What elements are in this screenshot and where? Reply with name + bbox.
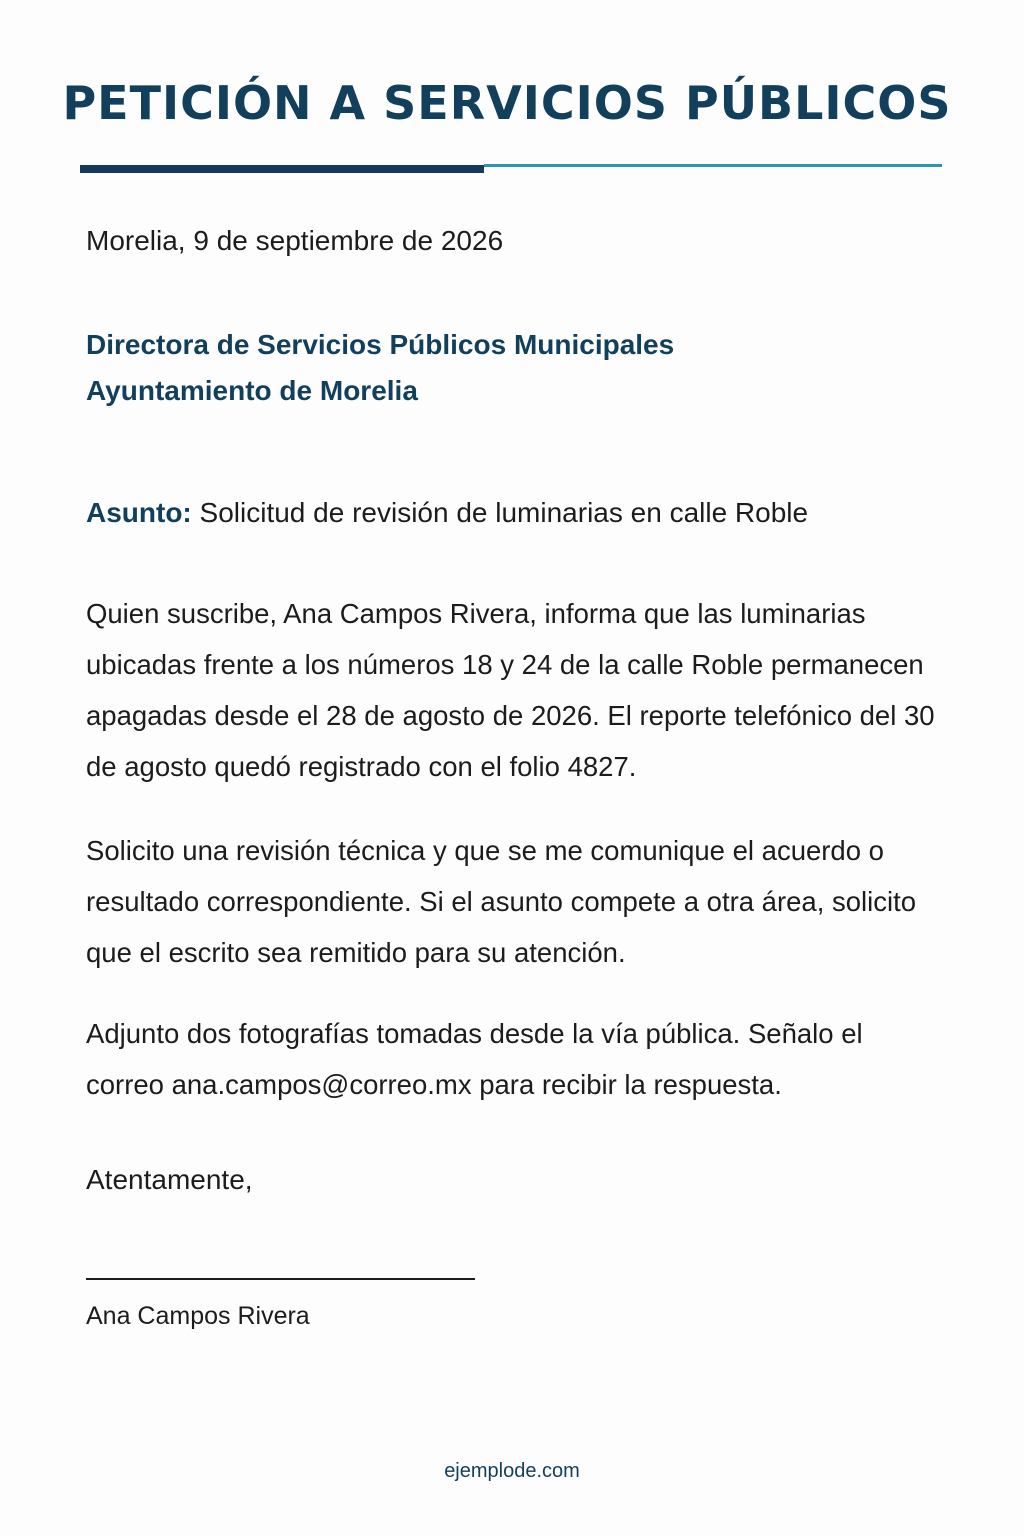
subject-text: Solicitud de revisión de luminarias en calle Roble xyxy=(191,497,809,528)
signer-name: Ana Campos Rivera xyxy=(86,1302,310,1330)
recipient-organization: Ayuntamiento de Morelia xyxy=(86,375,418,406)
body-paragraph-3: Adjunto dos fotografías tomadas desde la vía pública. Señalo el correo ana.campos@correo.mx para recibir la respuesta. xyxy=(86,1018,863,1100)
subject-line xyxy=(86,493,936,533)
title-underline-dark xyxy=(80,165,484,173)
subject-label: Asunto: xyxy=(86,497,192,528)
closing-line: Atentamente, xyxy=(86,1164,253,1195)
footer-site: ejemplode.com xyxy=(444,1460,580,1482)
page-title: PETICIÓN A SERVICIOS PÚBLICOS xyxy=(62,76,952,130)
recipient-block xyxy=(86,322,936,414)
title-underline-light xyxy=(484,164,942,167)
body-paragraph-1: Quien suscribe, Ana Campos Rivera, informa que las luminarias ubicadas frente a los números 18 y 24 de la calle Roble permanecen apagadas desde el 28 de agosto de 2026. El reporte telefónico del 30 de agosto quedó registrado con el folio 4827. xyxy=(86,598,935,782)
body-paragraph-2: Solicito una revisión técnica y que se me comunique el acuerdo o resultado correspondiente. Si el asunto compete a otra área, solicito que el escrito sea remitido para su atención. xyxy=(86,835,917,968)
signature-line xyxy=(86,1278,475,1280)
recipient-title: Directora de Servicios Públicos Municipales xyxy=(86,329,675,360)
date-line: Morelia, 9 de septiembre de 2026 xyxy=(86,225,504,256)
